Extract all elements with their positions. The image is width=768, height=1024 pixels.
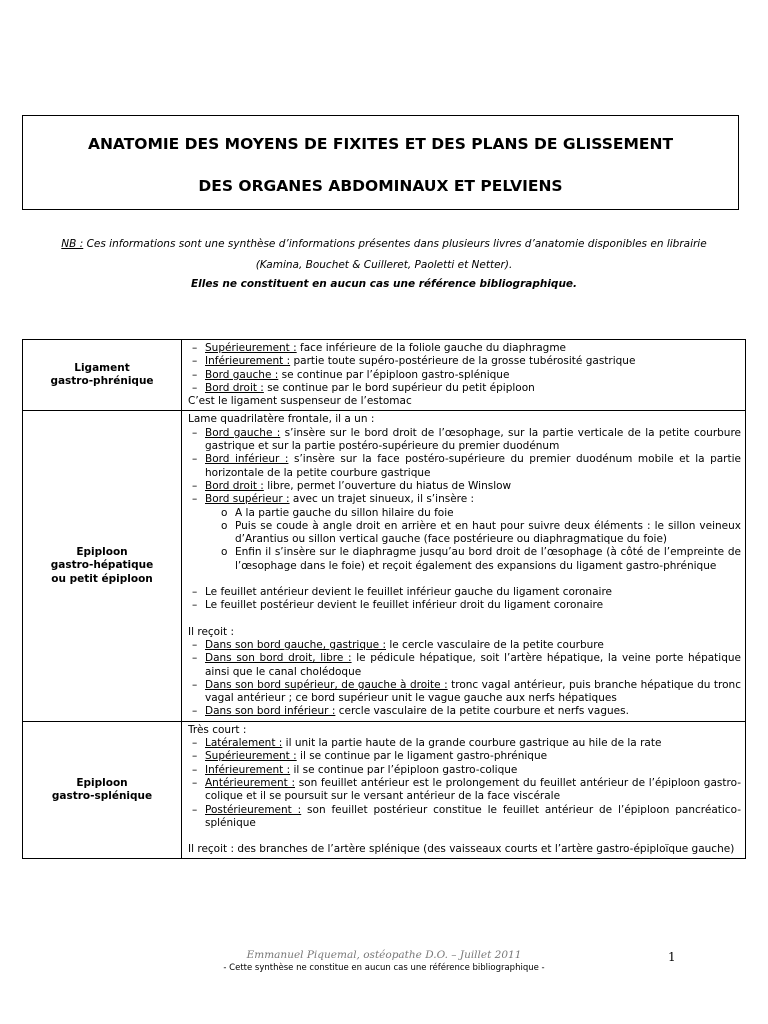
list-item: – Le feuillet postérieur devient le feuillet inférieur droit du ligament coronaire	[192, 599, 741, 612]
list-item	[192, 679, 741, 706]
item-text: le cercle vasculaire de la petite courbure	[386, 638, 604, 651]
item-heading: Inférieurement :	[205, 763, 291, 776]
item-text: il se continue par l’épiploon gastro-colique	[290, 763, 518, 776]
item-text: s’insère sur le bord droit de l’œsophage, sur la partie verticale de la petite courbure gastrique et sur la partie postéro-supérieure du premier duodénum	[205, 426, 741, 453]
item-heading: Bord droit :	[205, 381, 264, 394]
row-content	[182, 721, 746, 859]
item-heading: Supérieurement :	[205, 750, 297, 763]
title-box	[22, 115, 739, 210]
row-label-line: Epiploon	[76, 776, 128, 789]
list-item	[192, 342, 741, 355]
row-label-line: Epiploon	[76, 546, 128, 559]
footer-author: Emmanuel Piquemal, ostéopathe D.O. – Juillet 2011	[246, 949, 522, 961]
list-item	[192, 777, 741, 804]
item-heading: Dans son bord gauche, gastrique :	[205, 638, 386, 651]
dash-list	[188, 586, 741, 613]
row-label	[23, 340, 182, 411]
list-item	[192, 737, 741, 750]
list-item	[192, 427, 741, 454]
item-heading: Postérieurement :	[205, 803, 302, 816]
item-heading: Bord supérieur :	[205, 493, 290, 506]
nb-text: Ces informations sont une synthèse d’informations présentes dans plusieurs livres d’anatomie disponibles en librairie	[86, 238, 707, 250]
row-label-line: ou petit épiploon	[51, 572, 153, 585]
item-heading: Bord inférieur :	[205, 453, 289, 466]
table-row	[23, 411, 746, 721]
sub-list-item: o Enfin il s’insère sur le diaphragme jusqu’au bord droit de l’œsophage (à côté de l’empreinte de l’œsophage dans le foie) et reçoit également des expansions du ligament gastro-phrénique	[221, 546, 741, 573]
item-text: son feuillet postérieur constitue le feuillet antérieur de l’épiploon pancréatico-splénique	[205, 803, 741, 829]
nb-sources: (Kamina, Bouchet & Cuilleret, Paoletti et Netter).	[255, 259, 513, 271]
item-text: se continue par l’épiploon gastro-splénique	[278, 368, 510, 381]
item-heading: Dans son bord inférieur :	[205, 705, 336, 718]
item-heading: Latéralement :	[205, 737, 283, 750]
anatomy-table	[22, 339, 746, 859]
item-heading: Bord gauche :	[205, 426, 281, 439]
row-note: Il reçoit : des branches de l’artère splénique (des vaisseaux courts et l’artère gastro-épiploïque gauche)	[188, 843, 735, 856]
row-label-line: gastro-phrénique	[50, 375, 154, 388]
item-text: face inférieure de la foliole gauche du diaphragme	[296, 342, 567, 354]
table-row	[23, 340, 746, 411]
row-label	[23, 411, 182, 721]
item-heading: Dans son bord droit, libre :	[205, 652, 352, 665]
dash-list	[188, 427, 741, 573]
item-text: le pédicule hépatique, soit l’artère hépatique, la veine porte hépatique ainsi que le canal cholédoque	[205, 652, 741, 678]
item-heading: Antérieurement :	[205, 776, 295, 789]
item-heading: Supérieurement :	[205, 342, 297, 354]
row-note: C’est le ligament suspenseur de l’estomac	[188, 395, 412, 408]
row-content	[182, 411, 746, 721]
footer-disclaimer: - Cette synthèse ne constitue en aucun cas une référence bibliographique -	[223, 963, 545, 973]
list-item	[192, 382, 741, 395]
table-row	[23, 721, 746, 859]
sub-list-item: o Puis se coude à angle droit en arrière et en haut pour suivre deux éléments : le sillon veineux d’Arantius ou sillon vertical gauche (face postérieure ou diaphragmatique du foie)	[221, 520, 741, 547]
title-line-1: ANATOMIE DES MOYENS DE FIXITES ET DES PLANS DE GLISSEMENT	[87, 135, 674, 153]
list-item	[192, 750, 741, 763]
item-text: son feuillet antérieur est le prolongement du feuillet antérieur de l’épiploon gastro-colique et il se poursuit sur le versant antérieur de la face viscérale	[205, 776, 741, 803]
item-text: tronc vagal antérieur, puis branche hépatique du tronc vagal antérieur ; ce bord supérieur unit le vague gauche aux nerfs hépatiques	[205, 678, 741, 705]
row-content	[182, 340, 746, 411]
list-item	[192, 493, 741, 573]
list-item	[192, 764, 741, 777]
list-item	[192, 453, 741, 480]
dash-list	[188, 737, 741, 830]
list-item: – Le feuillet antérieur devient le feuillet inférieur gauche du ligament coronaire	[192, 586, 741, 599]
nb-label: NB :	[61, 238, 84, 250]
item-text: avec un trajet sinueux, il s’insère :	[289, 493, 475, 506]
row-label-line: gastro-splénique	[51, 790, 153, 803]
list-item	[192, 652, 741, 679]
row-label-line: Ligament	[74, 361, 130, 374]
item-text: libre, permet l’ouverture du hiatus de Winslow	[263, 479, 512, 492]
list-item	[192, 705, 741, 718]
list-item	[192, 355, 741, 368]
row-label-line: gastro-hépatique	[50, 559, 154, 572]
dash-list	[188, 342, 741, 395]
page-number: 1	[668, 950, 676, 964]
nb-note	[18, 238, 750, 250]
sub-list-item: o A la partie gauche du sillon hilaire du foie	[221, 507, 741, 520]
nb-warning: Elles ne constituent en aucun cas une référence bibliographique.	[190, 278, 578, 290]
item-text: il unit la partie haute de la grande courbure gastrique au hile de la rate	[282, 737, 662, 750]
item-heading: Bord droit :	[205, 479, 264, 492]
item-heading: Dans son bord supérieur, de gauche à droite :	[205, 678, 448, 691]
list-item	[192, 804, 741, 831]
item-text: s’insère sur la face postéro-supérieure du premier duodénum mobile et la partie horizontale de la petite courbure gastrique	[205, 453, 741, 479]
title-line-2: DES ORGANES ABDOMINAUX ET PELVIENS	[198, 177, 563, 195]
list-item	[192, 639, 741, 652]
recoit-label: Il reçoit :	[188, 625, 235, 638]
item-text: cercle vasculaire de la petite courbure et nerfs vagues.	[335, 705, 629, 718]
list-item	[192, 369, 741, 382]
item-heading: Inférieurement :	[205, 355, 291, 368]
dash-list	[188, 639, 741, 719]
list-item	[192, 480, 741, 493]
row-intro: Lame quadrilatère frontale, il a un :	[188, 413, 375, 426]
item-text: se continue par le bord supérieur du petit épiploon	[263, 381, 535, 394]
circle-list	[205, 507, 741, 573]
item-text: il se continue par le ligament gastro-phrénique	[296, 750, 548, 763]
row-intro: Très court :	[188, 723, 247, 736]
row-label	[23, 721, 182, 859]
item-heading: Bord gauche :	[205, 368, 279, 381]
item-text: partie toute supéro-postérieure de la grosse tubérosité gastrique	[290, 355, 636, 368]
